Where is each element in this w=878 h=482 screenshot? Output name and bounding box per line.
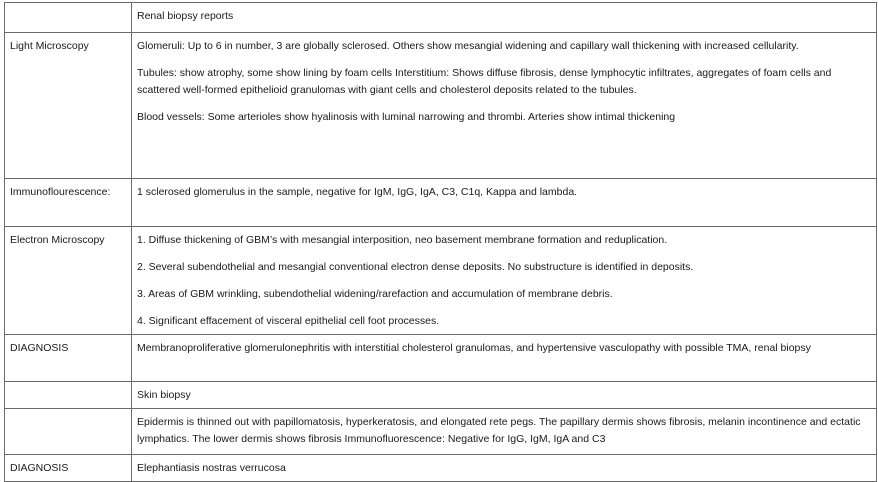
blood-vessels-finding: Blood vessels: Some arterioles show hyalinosis with luminal narrowing and thrombi. Arteries show intimal thickening bbox=[137, 111, 676, 123]
row-label-empty bbox=[5, 382, 132, 409]
skin-biopsy-heading: Skin biopsy bbox=[132, 382, 877, 409]
skin-biopsy-finding: Epidermis is thinned out with papillomatosis, hyperkeratosis, and elongated rete pegs. The papillary dermis shows fibrosis, melanin incontinence and ectatic lymphatics. The lower dermis shows fibrosis Immunofluorescence: Negative for IgG, IgM, IgA and C3 bbox=[132, 409, 877, 455]
em-finding-2: 2. Several subendothelial and mesangial conventional electron dense deposits. No substructure is identified in deposits. bbox=[137, 261, 694, 273]
row-label-empty bbox=[5, 409, 132, 455]
immunofluorescence-finding: 1 sclerosed glomerulus in the sample, negative for IgM, IgG, IgA, C3, C1q, Kappa and lambda. bbox=[132, 179, 877, 227]
table-row-renal-header bbox=[5, 3, 877, 33]
row-label-empty bbox=[5, 3, 132, 33]
table-row-skin-diagnosis bbox=[5, 455, 877, 482]
renal-diagnosis-text: Membranoproliferative glomerulonephritis with interstitial cholesterol granulomas, and hypertensive vasculopathy with possible TMA, renal biopsy bbox=[132, 335, 877, 382]
table-row-renal-diagnosis bbox=[5, 335, 877, 382]
light-microscopy-findings bbox=[132, 33, 877, 179]
em-finding-4: 4. Significant effacement of visceral epithelial cell foot processes. bbox=[137, 315, 440, 327]
light-microscopy-label: Light Microscopy bbox=[5, 33, 132, 179]
electron-microscopy-label: Electron Microscopy bbox=[5, 227, 132, 335]
renal-biopsy-heading: Renal biopsy reports bbox=[132, 3, 877, 33]
em-finding-1: 1. Diffuse thickening of GBM’s with mesangial interposition, neo basement membrane formation and reduplication. bbox=[137, 234, 668, 246]
skin-diagnosis-label: DIAGNOSIS bbox=[5, 455, 132, 482]
tubules-finding: Tubules: show atrophy, some show lining by foam cells Interstitium: Shows diffuse fibrosis, dense lymphocytic infiltrates, aggregates of foam cells and scattered well-formed epithelioid granulomas with giant cells and cholesterol deposits related to the tubules. bbox=[137, 67, 832, 96]
em-finding-3: 3. Areas of GBM wrinkling, subendothelial widening/rarefaction and accumulation of membrane debris. bbox=[137, 288, 613, 300]
table-row-skin-header bbox=[5, 382, 877, 409]
renal-diagnosis-label: DIAGNOSIS bbox=[5, 335, 132, 382]
biopsy-report-table bbox=[4, 2, 877, 482]
table-row-light-microscopy bbox=[5, 33, 877, 179]
table-row-skin-description bbox=[5, 409, 877, 455]
skin-diagnosis-text: Elephantiasis nostras verrucosa bbox=[132, 455, 877, 482]
immunofluorescence-label: Immunoflourescence: bbox=[5, 179, 132, 227]
electron-microscopy-findings bbox=[132, 227, 877, 335]
table-row-immunofluorescence bbox=[5, 179, 877, 227]
glomeruli-finding: Glomeruli: Up to 6 in number, 3 are globally sclerosed. Others show mesangial widening and capillary wall thickening with increased cellularity. bbox=[137, 40, 799, 52]
table-row-electron-microscopy bbox=[5, 227, 877, 335]
